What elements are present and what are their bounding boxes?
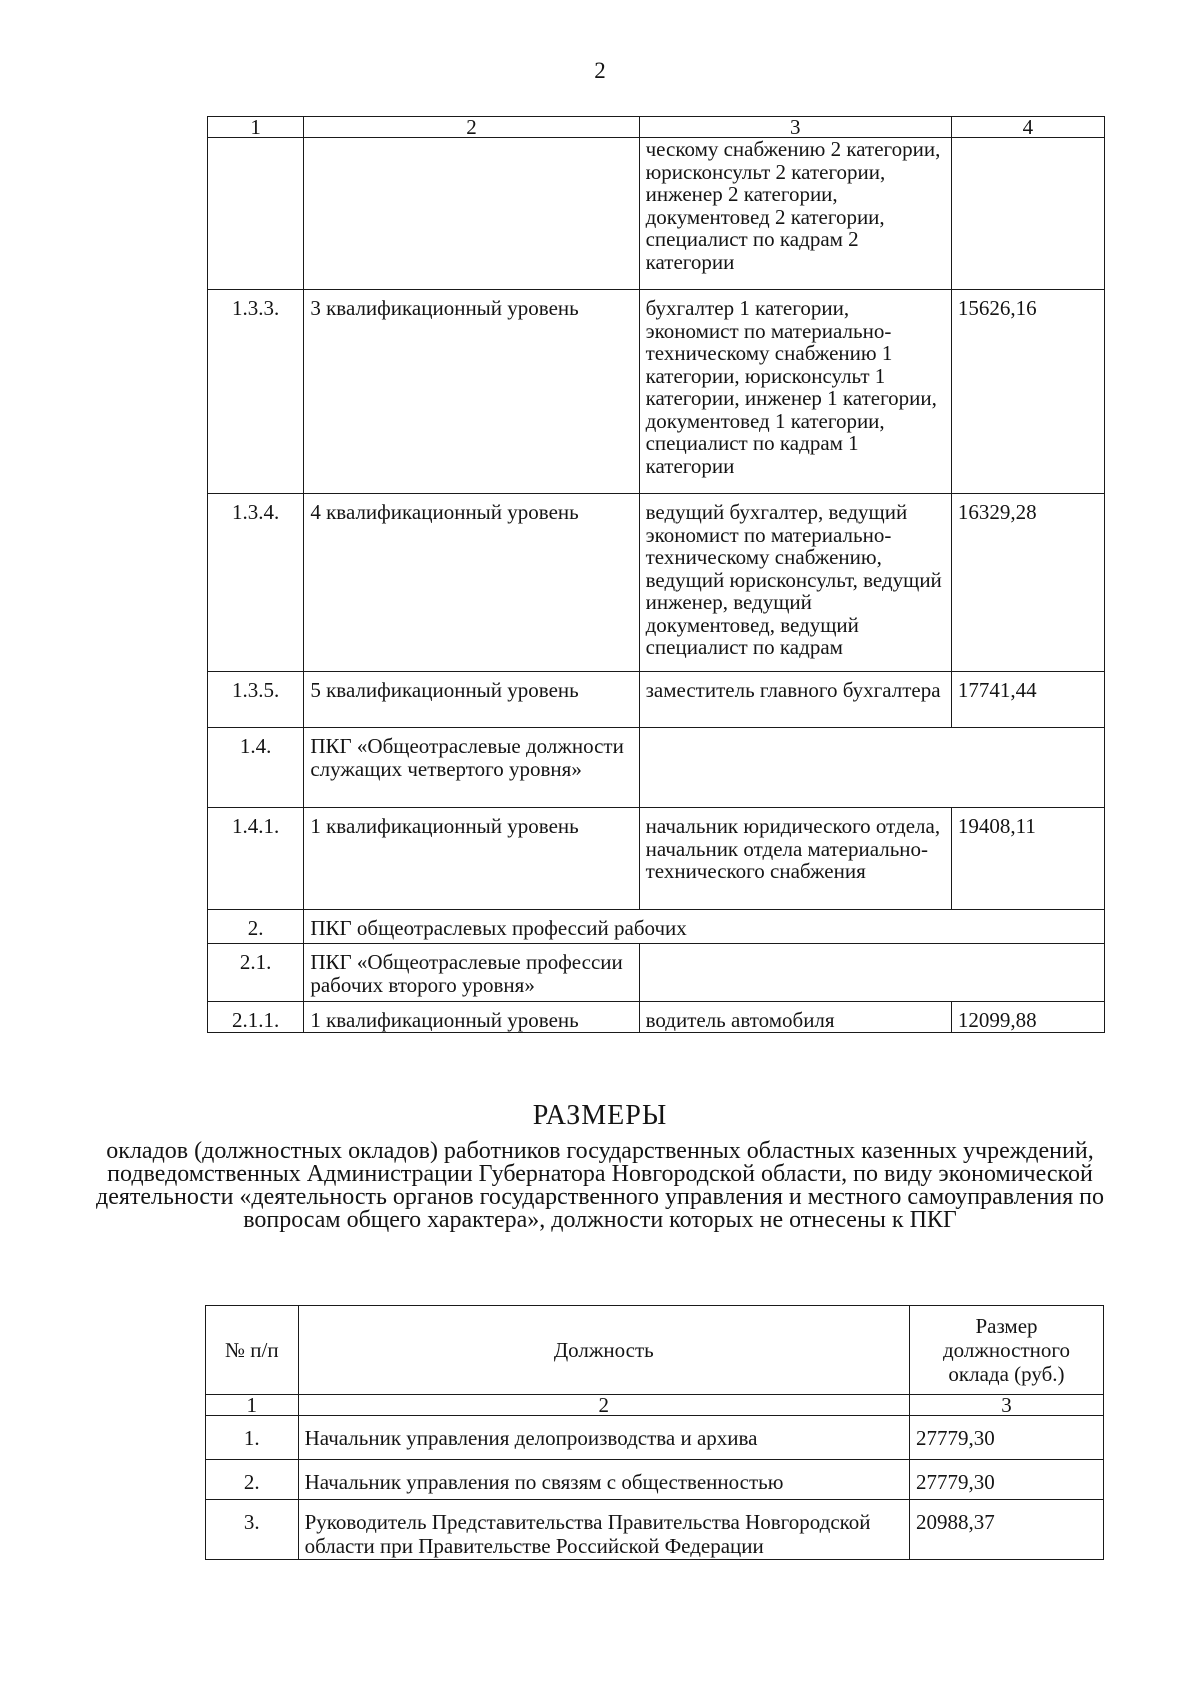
group-title: ПКГ «Общеотраслевые профессии рабочих второго уровня» bbox=[304, 944, 639, 1002]
qualification-level: 1 квалификационный уровень bbox=[304, 808, 639, 910]
positions-text: ческому снабжению 2 категории, юрисконсульт 2 категории, инженер 2 категории, документовед 2 категории, специалист по кадрам 2 категории bbox=[639, 138, 951, 290]
qualification-level bbox=[304, 138, 639, 290]
row-number: 2.1. bbox=[208, 944, 304, 1002]
salary-value: 15626,16 bbox=[951, 290, 1104, 494]
column-index: 1 bbox=[206, 1395, 299, 1416]
table-row bbox=[208, 944, 1105, 1002]
table-row bbox=[208, 808, 1105, 910]
table-row bbox=[206, 1416, 1104, 1460]
salary-value: 16329,28 bbox=[951, 494, 1104, 672]
salary-table bbox=[205, 1305, 1104, 1560]
table-row bbox=[208, 672, 1105, 728]
column-header-number: № п/п bbox=[206, 1306, 299, 1395]
table-row bbox=[208, 910, 1105, 944]
row-number: 3. bbox=[206, 1500, 299, 1560]
salary-value: 20988,37 bbox=[909, 1500, 1103, 1560]
column-index: 3 bbox=[639, 117, 951, 138]
qualification-level: 1 квалификационный уровень bbox=[304, 1002, 639, 1033]
salary-value: 17741,44 bbox=[951, 672, 1104, 728]
table-row bbox=[208, 138, 1105, 290]
empty-cell bbox=[639, 728, 1104, 808]
position-name: Руководитель Представительства Правительства Новгородской области при Правительстве Российской Федерации bbox=[298, 1500, 909, 1560]
positions-text: бухгалтер 1 категории, экономист по материально-техническому снабжению 1 категории, юрисконсульт 1 категории, инженер 1 категории, документовед 1 категории, специалист по кадрам 1 категории bbox=[639, 290, 951, 494]
positions-text: начальник юридического отдела, начальник отдела материально-технического снабжения bbox=[639, 808, 951, 910]
column-header-salary: Размер должностного оклада (руб.) bbox=[909, 1306, 1103, 1395]
salary-value: 27779,30 bbox=[909, 1416, 1103, 1460]
table-row bbox=[206, 1500, 1104, 1560]
table-row bbox=[206, 1460, 1104, 1500]
position-name: Начальник управления по связям с общественностью bbox=[298, 1460, 909, 1500]
column-index: 1 bbox=[208, 117, 304, 138]
positions-text: заместитель главного бухгалтера bbox=[639, 672, 951, 728]
group-title: ПКГ «Общеотраслевые должности служащих четвертого уровня» bbox=[304, 728, 639, 808]
row-number: 1.3.3. bbox=[208, 290, 304, 494]
table-row bbox=[208, 1002, 1105, 1033]
row-number: 2. bbox=[206, 1460, 299, 1500]
row-number: 2.1.1. bbox=[208, 1002, 304, 1033]
salary-value bbox=[951, 138, 1104, 290]
salary-value: 19408,11 bbox=[951, 808, 1104, 910]
table-row bbox=[208, 728, 1105, 808]
section-title: РАЗМЕРЫ bbox=[532, 1100, 668, 1131]
column-index: 3 bbox=[909, 1395, 1103, 1416]
table-header-row bbox=[208, 117, 1105, 138]
page-number: 2 bbox=[594, 58, 606, 83]
positions-text: ведущий бухгалтер, ведущий экономист по материально-техническому снабжению, ведущий юрисконсульт, ведущий инженер, ведущий документовед, ведущий специалист по кадрам bbox=[639, 494, 951, 672]
table-row bbox=[208, 290, 1105, 494]
section-subtitle: окладов (должностных окладов) работников государственных областных казенных учреждений, подведомственных Администрации Губернатора Новгородской области, по виду экономической деятельности «деятельность органов государственного управления и местного самоуправления по вопросам общего характера», должности которых не отнесены к ПКГ bbox=[96, 1138, 1104, 1233]
row-number bbox=[208, 138, 304, 290]
table-row bbox=[208, 494, 1105, 672]
row-number: 1.4. bbox=[208, 728, 304, 808]
column-index: 2 bbox=[298, 1395, 909, 1416]
row-number: 1.4.1. bbox=[208, 808, 304, 910]
column-index: 2 bbox=[304, 117, 639, 138]
table-header-row bbox=[206, 1306, 1104, 1395]
empty-cell bbox=[639, 944, 1104, 1002]
row-number: 2. bbox=[208, 910, 304, 944]
salary-value: 12099,88 bbox=[951, 1002, 1104, 1033]
column-index-row bbox=[206, 1395, 1104, 1416]
position-name: Начальник управления делопроизводства и архива bbox=[298, 1416, 909, 1460]
salary-value: 27779,30 bbox=[909, 1460, 1103, 1500]
positions-text: водитель автомобиля bbox=[639, 1002, 951, 1033]
row-number: 1.3.5. bbox=[208, 672, 304, 728]
row-number: 1. bbox=[206, 1416, 299, 1460]
qualification-table bbox=[207, 116, 1105, 1033]
row-number: 1.3.4. bbox=[208, 494, 304, 672]
column-index: 4 bbox=[951, 117, 1104, 138]
qualification-level: 4 квалификационный уровень bbox=[304, 494, 639, 672]
column-header-position: Должность bbox=[298, 1306, 909, 1395]
qualification-level: 5 квалификационный уровень bbox=[304, 672, 639, 728]
qualification-level: 3 квалификационный уровень bbox=[304, 290, 639, 494]
group-title: ПКГ общеотраслевых профессий рабочих bbox=[304, 910, 1105, 944]
